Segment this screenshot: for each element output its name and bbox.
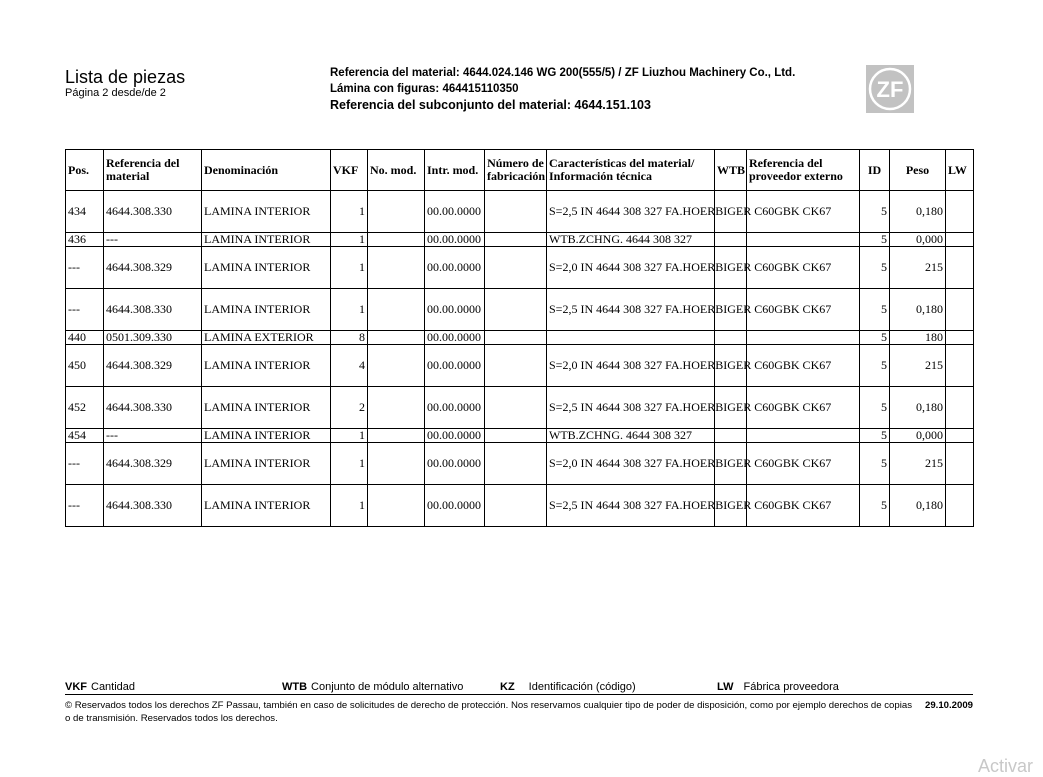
table-row (66, 485, 974, 527)
cell-pos: --- (66, 485, 104, 527)
logo-text: ZF (876, 77, 904, 102)
cell-intr: 00.00.0000 (425, 429, 485, 443)
subassembly-reference: Referencia del subconjunto del material: 4644.151.103 (330, 98, 651, 112)
cell-carac: S=2,5 IN 4644 308 327 FA.HOERBIGER C60GBK CK67 (547, 387, 715, 429)
cell-lw (946, 345, 974, 387)
copyright-text: © Reservados todos los derechos ZF Passau, también en caso de solicitudes de derecho de protección. Nos reservamos cualquier tipo de poder de disposición, como por ejemplo derechos de copias o de transmisión. Reservados todos los derechos. (65, 700, 912, 724)
table-row (66, 289, 974, 331)
cell-vkf: 8 (331, 331, 368, 345)
cell-id: 5 (860, 247, 890, 289)
legend-kz: KZ Identificación (código) (500, 681, 636, 693)
cell-den: LAMINA INTERIOR (202, 429, 331, 443)
col-denomination: Denominación (202, 150, 331, 191)
cell-pos: 434 (66, 191, 104, 233)
cell-id: 5 (860, 331, 890, 345)
cell-den: LAMINA INTERIOR (202, 247, 331, 289)
cell-den: LAMINA INTERIOR (202, 387, 331, 429)
cell-carac: S=2,0 IN 4644 308 327 FA.HOERBIGER C60GBK CK67 (547, 247, 715, 289)
cell-ref: 4644.308.329 (104, 345, 202, 387)
col-pos: Pos. (66, 150, 104, 191)
cell-vkf: 2 (331, 387, 368, 429)
cell-peso: 0,180 (890, 485, 946, 527)
cell-numfab (485, 331, 547, 345)
cell-ref: --- (104, 429, 202, 443)
cell-nomod (368, 247, 425, 289)
cell-nomod (368, 387, 425, 429)
cell-numfab (485, 345, 547, 387)
cell-wtb (715, 429, 747, 443)
table-row (66, 345, 974, 387)
table-row (66, 429, 974, 443)
cell-carac: WTB.ZCHNG. 4644 308 327 (547, 233, 715, 247)
cell-peso: 0,180 (890, 191, 946, 233)
legend (65, 681, 973, 695)
cell-carac: S=2,5 IN 4644 308 327 FA.HOERBIGER C60GBK CK67 (547, 289, 715, 331)
cell-intr: 00.00.0000 (425, 443, 485, 485)
col-characteristics: Características del material/ Información técnica (547, 150, 715, 191)
table-row (66, 233, 974, 247)
table-row (66, 387, 974, 429)
activation-watermark: Activar (978, 756, 1034, 776)
cell-intr: 00.00.0000 (425, 191, 485, 233)
cell-lw (946, 247, 974, 289)
cell-pos: 440 (66, 331, 104, 345)
cell-pos: 450 (66, 345, 104, 387)
cell-nomod (368, 233, 425, 247)
cell-lw (946, 191, 974, 233)
cell-lw (946, 289, 974, 331)
legend-wtb: WTB Conjunto de módulo alternativo (282, 681, 464, 693)
cell-peso: 180 (890, 331, 946, 345)
cell-lw (946, 443, 974, 485)
title-block (65, 68, 185, 99)
table-row (66, 191, 974, 233)
cell-id: 5 (860, 485, 890, 527)
table-row (66, 247, 974, 289)
cell-vkf: 1 (331, 233, 368, 247)
col-intr-mod: Intr. mod. (425, 150, 485, 191)
cell-intr: 00.00.0000 (425, 289, 485, 331)
cell-carac: WTB.ZCHNG. 4644 308 327 (547, 429, 715, 443)
cell-intr: 00.00.0000 (425, 247, 485, 289)
cell-lw (946, 331, 974, 345)
cell-intr: 00.00.0000 (425, 233, 485, 247)
cell-vkf: 1 (331, 247, 368, 289)
copyright-notice (65, 699, 975, 725)
document-title: Lista de piezas (65, 67, 186, 87)
cell-ref: 4644.308.329 (104, 443, 202, 485)
drawing-reference: Lámina con figuras: 464415110350 (330, 83, 519, 95)
cell-numfab (485, 191, 547, 233)
cell-peso: 215 (890, 345, 946, 387)
cell-intr: 00.00.0000 (425, 387, 485, 429)
reference-block (330, 65, 795, 114)
cell-carac (547, 331, 715, 345)
col-no-mod: No. mod. (368, 150, 425, 191)
cell-carac: S=2,5 IN 4644 308 327 FA.HOERBIGER C60GBK CK67 (547, 191, 715, 233)
cell-peso: 0,000 (890, 233, 946, 247)
cell-ref: 4644.308.330 (104, 387, 202, 429)
col-wtb: WTB (715, 150, 747, 191)
cell-den: LAMINA INTERIOR (202, 345, 331, 387)
cell-numfab (485, 233, 547, 247)
cell-nomod (368, 429, 425, 443)
cell-den: LAMINA INTERIOR (202, 289, 331, 331)
col-supplier-ref: Referencia del proveedor externo (747, 150, 860, 191)
cell-pos: 436 (66, 233, 104, 247)
legend-lw: LW Fábrica proveedora (717, 681, 839, 693)
cell-nomod (368, 331, 425, 345)
cell-carac: S=2,5 IN 4644 308 327 FA.HOERBIGER C60GBK CK67 (547, 485, 715, 527)
cell-vkf: 1 (331, 289, 368, 331)
cell-lw (946, 485, 974, 527)
cell-peso: 215 (890, 247, 946, 289)
col-id: ID (860, 150, 890, 191)
cell-ref: 4644.308.330 (104, 485, 202, 527)
cell-den: LAMINA INTERIOR (202, 233, 331, 247)
cell-den: LAMINA INTERIOR (202, 191, 331, 233)
cell-lw (946, 233, 974, 247)
cell-prov (747, 331, 860, 345)
cell-ref: 4644.308.330 (104, 191, 202, 233)
cell-nomod (368, 191, 425, 233)
cell-numfab (485, 485, 547, 527)
cell-pos: 452 (66, 387, 104, 429)
col-vkf: VKF (331, 150, 368, 191)
cell-vkf: 1 (331, 191, 368, 233)
cell-id: 5 (860, 191, 890, 233)
table-body (66, 191, 974, 527)
col-lw: LW (946, 150, 974, 191)
cell-intr: 00.00.0000 (425, 331, 485, 345)
col-fabrication-number: Número de fabricación (485, 150, 547, 191)
parts-table (65, 149, 974, 527)
cell-numfab (485, 387, 547, 429)
cell-id: 5 (860, 233, 890, 247)
cell-pos: --- (66, 247, 104, 289)
cell-pos: --- (66, 443, 104, 485)
cell-peso: 0,180 (890, 387, 946, 429)
cell-nomod (368, 289, 425, 331)
table-row (66, 331, 974, 345)
cell-numfab (485, 247, 547, 289)
cell-intr: 00.00.0000 (425, 485, 485, 527)
cell-prov (747, 429, 860, 443)
cell-ref: 4644.308.329 (104, 247, 202, 289)
cell-nomod (368, 443, 425, 485)
cell-id: 5 (860, 289, 890, 331)
cell-nomod (368, 345, 425, 387)
col-weight: Peso (890, 150, 946, 191)
cell-pos: --- (66, 289, 104, 331)
cell-peso: 215 (890, 443, 946, 485)
cell-numfab (485, 289, 547, 331)
col-material-ref: Referencia del material (104, 150, 202, 191)
cell-vkf: 1 (331, 443, 368, 485)
cell-ref: --- (104, 233, 202, 247)
cell-carac: S=2,0 IN 4644 308 327 FA.HOERBIGER C60GBK CK67 (547, 443, 715, 485)
zf-logo (866, 65, 914, 113)
cell-vkf: 4 (331, 345, 368, 387)
cell-den: LAMINA EXTERIOR (202, 331, 331, 345)
document-date: 29.10.2009 (924, 700, 973, 711)
cell-nomod (368, 485, 425, 527)
cell-wtb (715, 233, 747, 247)
cell-numfab (485, 443, 547, 485)
cell-id: 5 (860, 345, 890, 387)
cell-vkf: 1 (331, 429, 368, 443)
cell-id: 5 (860, 387, 890, 429)
cell-ref: 0501.309.330 (104, 331, 202, 345)
material-reference: Referencia del material: 4644.024.146 WG 200(555/5) / ZF Liuzhou Machinery Co., Ltd. (330, 67, 796, 79)
cell-id: 5 (860, 429, 890, 443)
cell-numfab (485, 429, 547, 443)
cell-pos: 454 (66, 429, 104, 443)
table-row (66, 443, 974, 485)
table-header-row (66, 150, 974, 191)
cell-prov (747, 233, 860, 247)
cell-peso: 0,180 (890, 289, 946, 331)
cell-lw (946, 429, 974, 443)
cell-carac: S=2,0 IN 4644 308 327 FA.HOERBIGER C60GBK CK67 (547, 345, 715, 387)
cell-den: LAMINA INTERIOR (202, 443, 331, 485)
cell-ref: 4644.308.330 (104, 289, 202, 331)
page-info: Página 2 desde/de 2 (65, 87, 166, 99)
cell-intr: 00.00.0000 (425, 345, 485, 387)
cell-den: LAMINA INTERIOR (202, 485, 331, 527)
legend-vkf: VKF Cantidad (65, 681, 136, 693)
cell-peso: 0,000 (890, 429, 946, 443)
cell-wtb (715, 331, 747, 345)
cell-vkf: 1 (331, 485, 368, 527)
cell-id: 5 (860, 443, 890, 485)
zf-logo-icon (866, 65, 914, 113)
cell-lw (946, 387, 974, 429)
